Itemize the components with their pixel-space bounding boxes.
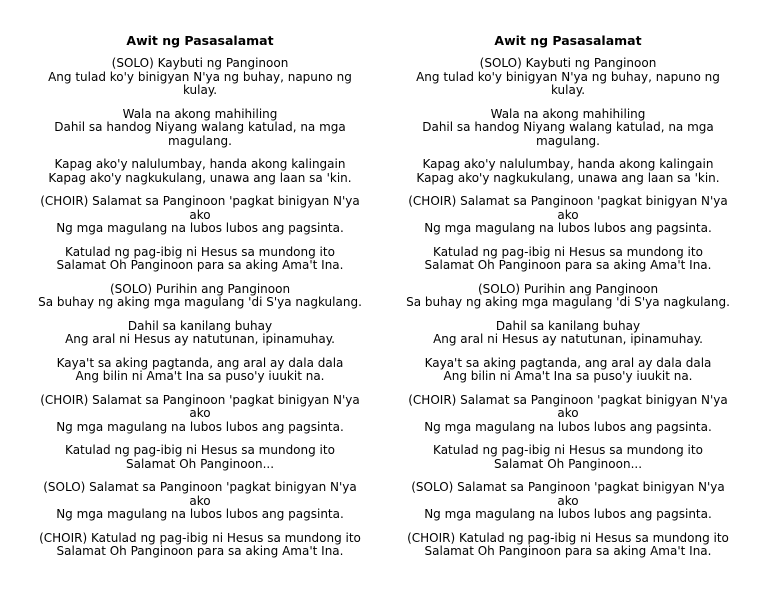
stanza (400, 532, 736, 559)
stanza (32, 444, 368, 471)
lyric-line: Kaya't sa aking pagtanda, ang aral ay dala dala (56, 355, 344, 370)
lyric-line: Ng mga magulang na lubos lubos ang pagsinta. (424, 507, 712, 521)
lyric-line: Katulad ng pag-ibig ni Hesus sa mundong ito (433, 244, 703, 259)
lyric-line: Ang aral ni Hesus ay natutunan, ipinamuhay. (433, 332, 703, 346)
lyric-line: Ng mga magulang na lubos lubos ang pagsinta. (56, 507, 344, 521)
lyric-line: Kaya't sa aking pagtanda, ang aral ay dala dala (424, 355, 712, 370)
lyric-line: (SOLO) Purihin ang Panginoon (109, 281, 291, 296)
lyric-line: Dahil sa handog Niyang walang katulad, na mga magulang. (54, 120, 346, 148)
stanza (32, 394, 368, 435)
stanza (400, 481, 736, 522)
lyric-line: Ang bilin ni Ama't Ina sa puso'y iuukit na. (443, 369, 693, 383)
lyric-line: Kapag ako'y nagkukulang, unawa ang laan sa 'kin. (416, 170, 720, 185)
lyric-line: (SOLO) Salamat sa Panginoon 'pagkat binigyan N'ya ako (43, 480, 357, 508)
song-title: Awit ng Pasasalamat (126, 33, 274, 48)
lyric-line: Ang tulad ko'y binigyan N'ya ng buhay, napuno ng kulay. (48, 69, 352, 97)
lyric-line: Ng mga magulang na lubos lubos ang pagsinta. (56, 221, 344, 235)
stanza (32, 481, 368, 522)
song-title: Awit ng Pasasalamat (494, 33, 642, 48)
lyric-line: (SOLO) Purihin ang Panginoon (477, 281, 659, 296)
lyric-line: Ng mga magulang na lubos lubos ang pagsinta. (424, 221, 712, 235)
lyric-line: (SOLO) Salamat sa Panginoon 'pagkat binigyan N'ya ako (411, 480, 725, 508)
lyric-line: Sa buhay ng aking mga magulang 'di S'ya nagkulang. (406, 295, 730, 309)
lyric-line: Ang tulad ko'y binigyan N'ya ng buhay, napuno ng kulay. (416, 69, 720, 97)
stanza-list (400, 57, 736, 559)
stanza (32, 57, 368, 98)
lyric-line: Dahil sa kanilang buhay (495, 318, 641, 333)
lyric-line: Wala na akong mahihiling (122, 106, 278, 121)
lyric-line: Salamat Oh Panginoon para sa aking Ama't Ina. (56, 544, 344, 558)
lyric-line: (CHOIR) Katulad ng pag-ibig ni Hesus sa mundong ito (39, 530, 361, 545)
lyric-line: Salamat Oh Panginoon para sa aking Ama't Ina. (56, 258, 344, 272)
stanza (400, 108, 736, 149)
stanza (32, 195, 368, 236)
lyric-line: Dahil sa kanilang buhay (127, 318, 273, 333)
lyric-line: Katulad ng pag-ibig ni Hesus sa mundong ito (65, 244, 335, 259)
lyric-line: Wala na akong mahihiling (490, 106, 646, 121)
stanza (32, 158, 368, 185)
lyric-line: (CHOIR) Salamat sa Panginoon 'pagkat binigyan N'ya ako (40, 392, 360, 420)
lyrics-column-right (400, 34, 736, 569)
lyric-line: Katulad ng pag-ibig ni Hesus sa mundong ito (433, 443, 703, 457)
stanza (400, 357, 736, 384)
lyric-line: Kapag ako'y nalulumbay, handa akong kalingain (422, 157, 714, 171)
lyric-line: (CHOIR) Katulad ng pag-ibig ni Hesus sa mundong ito (407, 530, 729, 545)
stanza (32, 246, 368, 273)
lyric-line: Salamat Oh Panginoon para sa aking Ama't Ina. (424, 258, 712, 272)
lyric-line: Ang bilin ni Ama't Ina sa puso'y iuukit na. (75, 369, 325, 383)
stanza (400, 57, 736, 98)
lyric-line: Kapag ako'y nagkukulang, unawa ang laan sa 'kin. (48, 170, 352, 185)
stanza (400, 320, 736, 347)
lyric-line: Ang aral ni Hesus ay natutunan, ipinamuhay. (65, 332, 335, 346)
lyric-line: Katulad ng pag-ibig ni Hesus sa mundong ito (65, 443, 335, 457)
stanza (32, 320, 368, 347)
stanza (400, 394, 736, 435)
stanza (400, 283, 736, 310)
lyric-line: Salamat Oh Panginoon para sa aking Ama't Ina. (424, 544, 712, 558)
lyric-line: Dahil sa handog Niyang walang katulad, na mga magulang. (422, 120, 714, 148)
lyric-line: Kapag ako'y nalulumbay, handa akong kalingain (54, 157, 346, 171)
lyric-line: (SOLO) Kaybuti ng Panginoon (479, 56, 657, 70)
stanza (400, 195, 736, 236)
lyric-line: Salamat Oh Panginoon... (493, 456, 643, 471)
stanza (400, 444, 736, 471)
lyric-line: Ng mga magulang na lubos lubos ang pagsinta. (56, 419, 344, 434)
lyric-line: (CHOIR) Salamat sa Panginoon 'pagkat binigyan N'ya ako (408, 392, 728, 420)
lyric-line: (CHOIR) Salamat sa Panginoon 'pagkat binigyan N'ya ako (408, 194, 728, 222)
stanza (400, 158, 736, 185)
stanza (32, 108, 368, 149)
stanza (32, 357, 368, 384)
stanza (32, 532, 368, 559)
stanza (400, 246, 736, 273)
stanza-list (32, 57, 368, 559)
lyrics-column-left (32, 34, 368, 569)
lyric-line: Salamat Oh Panginoon... (125, 456, 275, 471)
lyric-line: Ng mga magulang na lubos lubos ang pagsinta. (424, 419, 712, 434)
lyric-line: (SOLO) Kaybuti ng Panginoon (111, 56, 289, 70)
lyric-line: (CHOIR) Salamat sa Panginoon 'pagkat binigyan N'ya ako (40, 194, 360, 222)
stanza (32, 283, 368, 310)
lyric-line: Sa buhay ng aking mga magulang 'di S'ya nagkulang. (38, 295, 362, 309)
